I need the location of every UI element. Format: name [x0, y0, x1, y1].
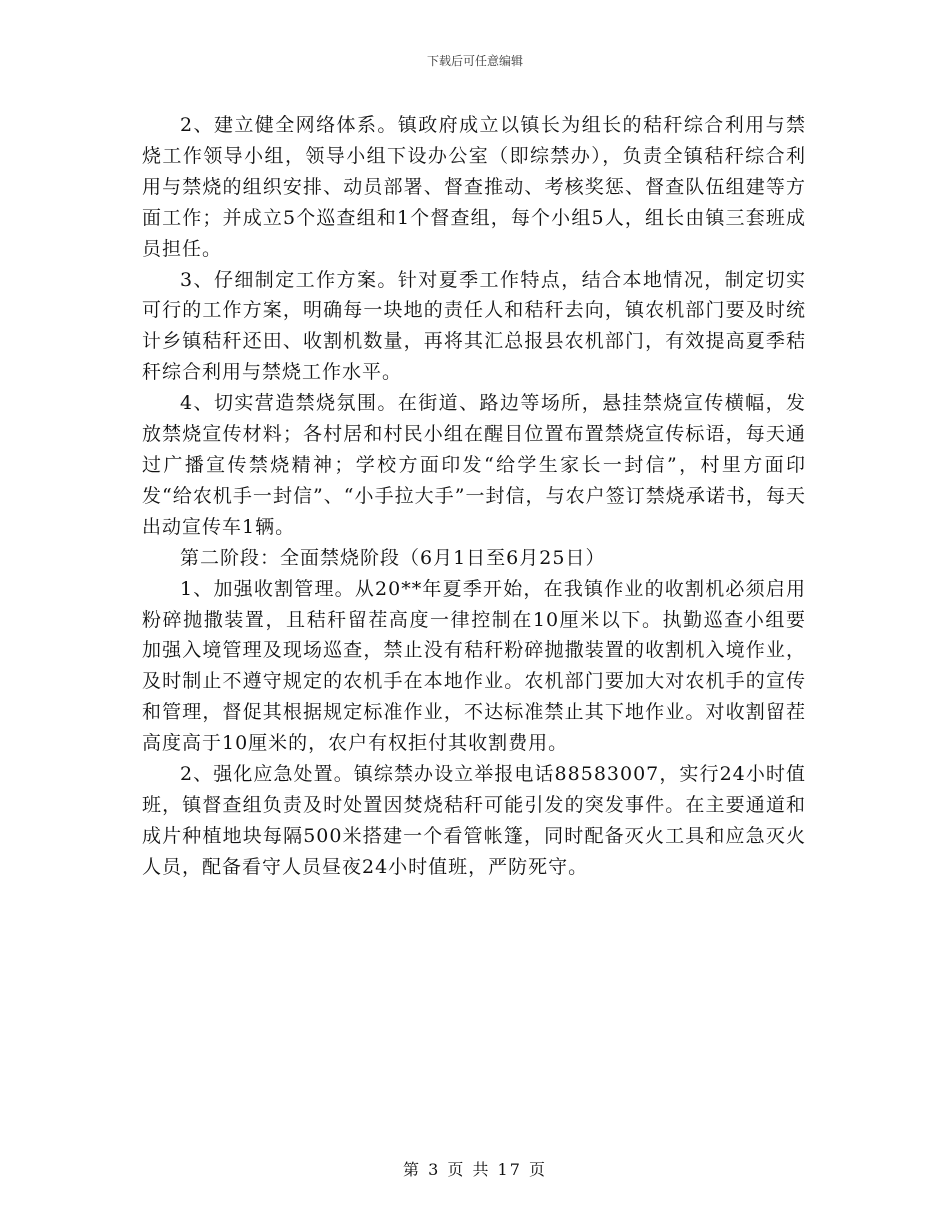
- paragraph-emergency-response: 2、强化应急处置。镇综禁办设立举报电话88583007，实行24小时值班，镇督查组负责及时处置因焚烧秸秆可能引发的突发事件。在主要通道和成片种植地块每隔500米搭建一个看管帐篷，同时配备灭火工具和应急灭火人员，配备看守人员昼夜24小时值班，严防死守。: [142, 763, 806, 878]
- page-number-footer: 第 3 页 共 17 页: [403, 1160, 547, 1179]
- paragraph-harvest-management: 1、加强收割管理。从20**年夏季开始，在我镇作业的收割机必须启用粉碎抛撒装置，且秸秆留茬高度一律控制在10厘米以下。执勤巡查小组要加强入境管理及现场巡查，禁止没有秸秆粉碎抛撒装置的收割机入境作业，及时制止不遵守规定的农机手在本地作业。农机部门要加大对农机手的宣传和管理，督促其根据规定标准作业，不达标准禁止其下地作业。对收割留茬高度高于10厘米的，农户有权拒付其收割费用。: [142, 577, 806, 755]
- paragraph-stage-two-heading: 第二阶段：全面禁烧阶段（6月1日至6月25日）: [180, 546, 606, 569]
- paragraph-network-system: 2、建立健全网络体系。镇政府成立以镇长为组长的秸秆综合利用与禁烧工作领导小组，领导小组下设办公室（即综禁办），负责全镇秸秆综合利用与禁烧的组织安排、动员部署、督查推动、考核奖惩、督查队伍组建等方面工作；并成立5个巡查组和1个督查组，每个小组5人，组长由镇三套班成员担任。: [142, 114, 806, 260]
- page-header-note: 下载后可任意编辑: [426, 54, 523, 68]
- document-body: [142, 110, 806, 883]
- paragraph-atmosphere: 4、切实营造禁烧氛围。在街道、路边等场所，悬挂禁烧宣传横幅，发放禁烧宣传材料；各村居和村民小组在醒目位置布置禁烧宣传标语，每天通过广播宣传禁烧精神；学校方面印发“给学生家长一封信”，村里方面印发“给农机手一封信”、“小手拉大手”一封信，与农户签订禁烧承诺书，每天出动宣传车1辆。: [142, 392, 806, 538]
- paragraph-work-plan: 3、仔细制定工作方案。针对夏季工作特点，结合本地情况，制定切实可行的工作方案，明确每一块地的责任人和秸秆去向，镇农机部门要及时统计乡镇秸秆还田、收割机数量，再将其汇总报县农机部门，有效提高夏季秸秆综合利用与禁烧工作水平。: [142, 268, 806, 384]
